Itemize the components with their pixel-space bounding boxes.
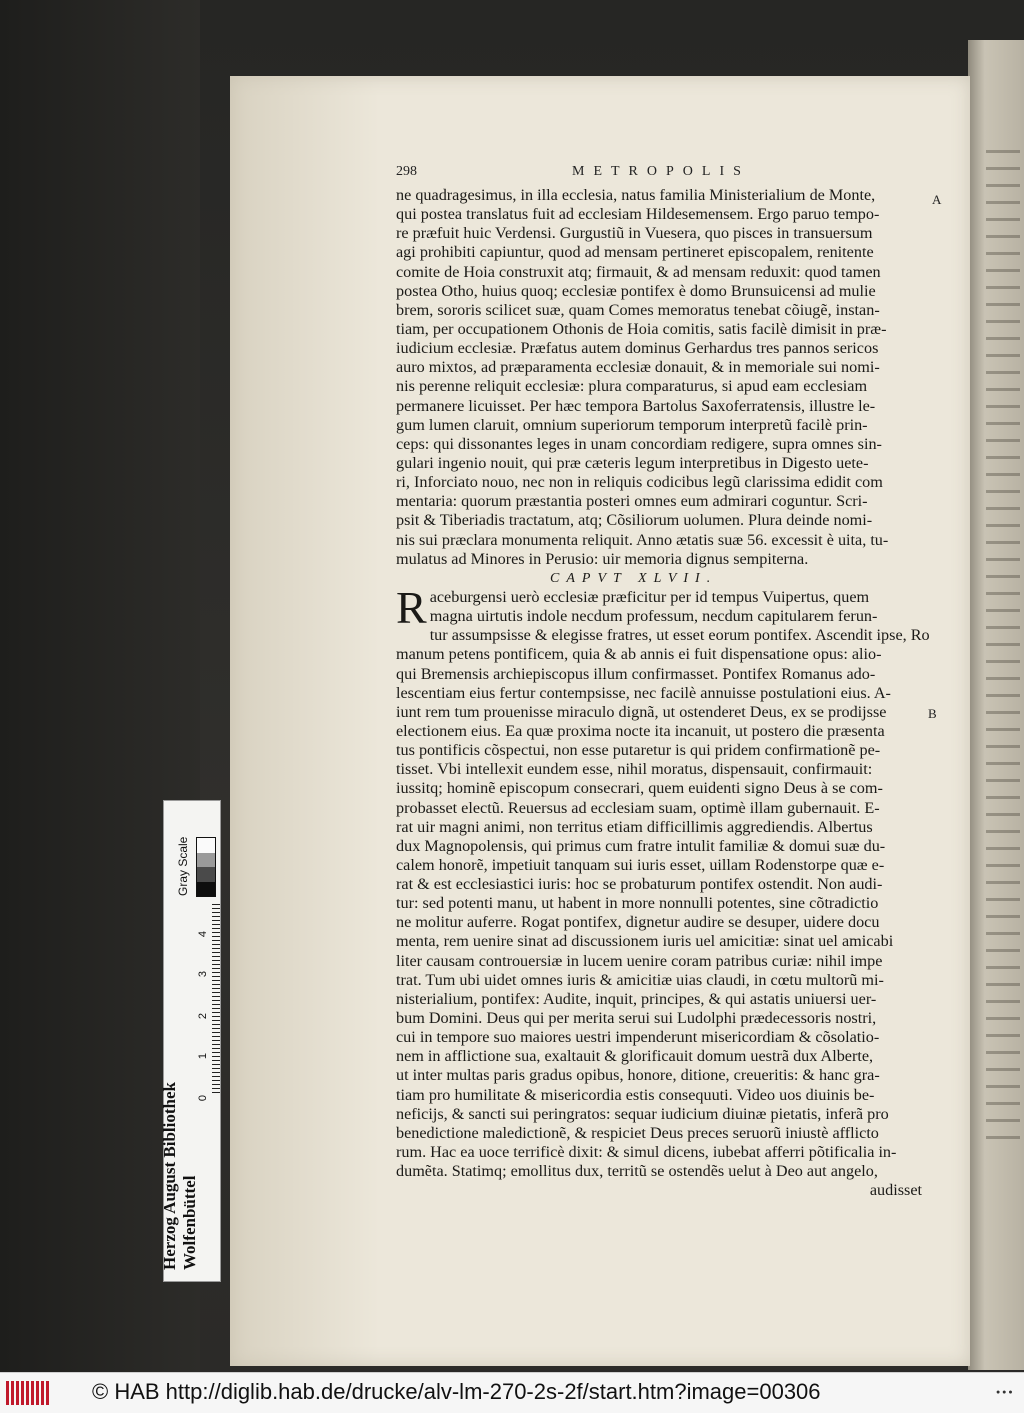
text-line: iunt rem tum prouenisse miraculo dignã, ut ostenderet Deus, ex se prodijsse bbox=[396, 702, 887, 721]
text-line: ceps: qui dissonantes leges in unam concordiam redigere, supra omnes sin- bbox=[396, 434, 882, 453]
text-line: liter causam controuersiæ in lucem uenire coram patribus curiæ: nihil impe bbox=[396, 951, 883, 970]
text-line: nis sui præclara monumenta reliquit. Anno ætatis suæ 56. excessit è uita, tu- bbox=[396, 530, 889, 549]
hab-barcode-logo-icon bbox=[6, 1381, 50, 1405]
text-line: magna uirtutis indole necdum professum, necdum capitularem ferun- bbox=[429, 607, 878, 626]
text-line: bum Domini. Deus qui per merita serui sui Ludolphi prædecessoris nostri, bbox=[396, 1009, 877, 1028]
gray-scale-label: Gray Scale bbox=[176, 836, 190, 896]
text-line: tus pontificis cõspectui, non esse putaretur is qui pridem confirmationẽ pe- bbox=[396, 741, 881, 760]
gray-patch-dark bbox=[197, 867, 215, 882]
text-line: mulatus ad Minores in Perusio: uir memoria dignus sempiterna. bbox=[396, 549, 809, 568]
text-line: agi prohibiti capiuntur, quod ad mensam pertineret episcopalem, renitente bbox=[396, 243, 874, 262]
running-title: METROPOLIS bbox=[572, 164, 750, 179]
footer-bar bbox=[0, 1372, 1024, 1413]
running-head bbox=[396, 164, 936, 186]
ruler-library-label bbox=[160, 1082, 200, 1270]
text-line: ut inter multas paris gradus opibus, honore, ditione, creueritis: & hanc gra- bbox=[396, 1066, 880, 1085]
text-line: qui postea translatus fuit ad ecclesiam Hildesemensem. Ergo paruo tempo- bbox=[396, 205, 880, 224]
text-line: tiam, per occupationem Othonis de Hoia comitis, satis facilè dimisit in præ- bbox=[396, 319, 887, 338]
gray-patch-mid bbox=[197, 853, 215, 868]
text-line: tur assumpsisse & elegisse fratres, ut esset eorum pontifex. Ascendit ipse, Ro bbox=[429, 626, 930, 645]
text-line: brem, sororis scilicet suæ, quam Comes memoratus tenebat cõiugẽ, instan- bbox=[396, 300, 880, 319]
chapter-lines bbox=[396, 581, 930, 1181]
text-section-after-chapter bbox=[396, 581, 930, 1181]
text-line: ne molitur auferre. Rogat pontifex, dignetur audire se desuper, uidere docu bbox=[396, 913, 880, 932]
text-line: tur: sed potenti manu, ut habent in more nonnulli potentes, sine cõtradictio bbox=[396, 894, 879, 913]
text-line: gulari ingenio nouit, qui præ cæteris legum interpretibus in Digesto uete- bbox=[396, 453, 869, 472]
catchword: audisset bbox=[869, 1181, 922, 1200]
text-line: neficijs, & sancti sui peringratos: sequar iudicium diuinæ pietatis, inferã pro bbox=[396, 1104, 889, 1123]
margin-letter-b: B bbox=[928, 706, 937, 721]
text-line: electionem eius. Ea quæ proxima nocte ita incanuit, ut postero die præsenta bbox=[396, 721, 885, 740]
text-line: permanere licuisset. Per hæc tempora Bartolus Saxoferratensis, illustre le- bbox=[396, 396, 876, 415]
text-line: iussitq; hominẽ episcopum consecrari, quem euidenti signo Deus à se com- bbox=[396, 779, 883, 798]
text-line: psit & Tiberiadis tractatum, atq; Cõsiliorum uolumen. Plura deinde nomi- bbox=[396, 511, 873, 530]
text-line: ri, Inforciato nouo, nec non in reliquis codicibus legũ clarissima edidit com bbox=[396, 473, 883, 492]
page-body-text bbox=[396, 186, 930, 1200]
text-line: benedictione maledictionẽ, & respiciet Deus preces seruorũ iniustè afflicto bbox=[396, 1123, 879, 1142]
text-section-before-chapter bbox=[396, 186, 930, 569]
text-line: aceburgensi uerò ecclesiæ præficitur per id tempus Vuipertus, quem bbox=[429, 587, 870, 606]
text-line: nem in afflictione sua, exaltauit & glorificauit domum uestrã dux Alberte, bbox=[396, 1047, 874, 1066]
footer-citation: © HAB http://diglib.hab.de/drucke/alv-lm-270-2s-2f/start.htm?image=00306 bbox=[92, 1379, 821, 1404]
ruler-number-0: 0 bbox=[197, 1094, 210, 1102]
adjacent-page-text bbox=[986, 150, 1020, 1150]
page-gutter-shade bbox=[230, 76, 380, 1366]
text-line: dumẽta. Statimq; emollitus dux, territũ se ostendẽs uelut à Deo aut angelo, bbox=[396, 1162, 878, 1181]
text-line: comite de Hoia construxit atq; firmauit, & ad mensam reduxit: quod tamen bbox=[396, 262, 881, 281]
margin-letter-a: A bbox=[932, 192, 942, 207]
page-number: 298 bbox=[396, 164, 417, 179]
text-line: nisterialium, pontifex: Audite, inquit, principes, & qui astatis uniuersi uer- bbox=[396, 989, 877, 1008]
ruler-number-3: 3 bbox=[197, 970, 210, 978]
text-line: ne quadragesimus, in illa ecclesia, natus familia Ministerialium de Monte, bbox=[396, 186, 876, 204]
text-line: rum. Hac ea uoce terrificè dixit: & simul dicens, iubebat afferri põtificalia in- bbox=[396, 1143, 897, 1162]
text-line: trat. Tum ubi uidet omnes iuris & amicitiæ uias claudi, in cœtu multorũ mi- bbox=[396, 970, 884, 989]
gray-patch-white bbox=[197, 838, 215, 853]
text-line: rat uir magni animi, non territus etiam difficillimis aggrediendis. Albertus bbox=[396, 817, 873, 836]
text-line: manum petens pontificem, quia & ab annis ei fuit dispensatione opus: alio- bbox=[396, 645, 882, 664]
text-line: menta, rem uenire sinat ad discussionem iuris uel amicitiæ: sinat uel amicabi bbox=[396, 932, 894, 951]
text-line: rat & est ecclesiastici iuris: hoc se probaturum pontifex ostendit. Non audi- bbox=[396, 875, 883, 894]
text-line: qui Bremensis archiepiscopus illum confirmasset. Pontifex Romanus ado- bbox=[396, 664, 876, 683]
ruler-number-1: 1 bbox=[197, 1052, 210, 1060]
text-line: tisset. Vbi intellexit eundem esse, nihil moratus, dispensauit, confirmauit: bbox=[396, 760, 873, 779]
chapter-heading: CAPVT XLVII. bbox=[550, 570, 718, 586]
text-line: probasset electũ. Reuersus ad ecclesiam suam, optimè illam gubernauit. E- bbox=[396, 798, 880, 817]
text-line: calem honorẽ, impetiuit tanquam sui iuris esset, uillam Rodenstorpe quæ e- bbox=[396, 855, 885, 874]
ruler-number-4: 4 bbox=[197, 930, 210, 938]
text-line: lescentiam eius fertur contempsisse, nec facilè annuisse postulationi eius. A- bbox=[396, 683, 891, 702]
text-line: iudicium ecclesiæ. Præfatus autem dominus Gerhardus tres pannos sericos bbox=[396, 339, 879, 358]
text-line: cui in tempore suo maiores uestri impenderunt misericordiam & cõsolatio- bbox=[396, 1028, 880, 1047]
text-line: nis perenne reliquit ecclesiæ: plura comparaturus, si apud eam ecclesiam bbox=[396, 377, 868, 396]
text-line: re præfuit huic Verdensi. Gurgustiũ in Vuesera, quo pisces in transuersum bbox=[396, 224, 873, 243]
text-line: dux Magnopolensis, qui primus cum fratre intulit familiæ & domui suæ du- bbox=[396, 836, 886, 855]
text-line: auro mixtos, ad præparamenta ecclesiæ donauit, & in memoriale sui nomi- bbox=[396, 358, 880, 377]
text-line: postea Otho, huius quoq; ecclesiæ pontifex è domo Brunsuicensi ad mulie bbox=[396, 281, 876, 300]
ruler-number-2: 2 bbox=[197, 1012, 210, 1020]
ruler-library-line-1: Herzog August Bibliothek bbox=[160, 1082, 179, 1270]
gray-patch-black bbox=[197, 882, 215, 897]
footer-corner-dots: ● ● ● bbox=[996, 1389, 1013, 1396]
text-line: gum lumen claruit, omnium superiorum temporum interpretũ facilè prin- bbox=[396, 415, 868, 434]
text-line: mentaria: quorum præstantia posteri omnes eum admirari coguntur. Scri- bbox=[396, 492, 868, 511]
ruler-scale-ticks bbox=[212, 904, 220, 1096]
text-line: tiam pro humilitate & misericordia estis consequuti. Video uos diuinis be- bbox=[396, 1085, 875, 1104]
gray-scale-patches bbox=[196, 837, 216, 897]
ruler-scale-numbers bbox=[197, 900, 212, 1102]
drop-cap: R bbox=[396, 581, 427, 633]
ruler-library-line-2: Wolfenbüttel bbox=[180, 1175, 199, 1270]
